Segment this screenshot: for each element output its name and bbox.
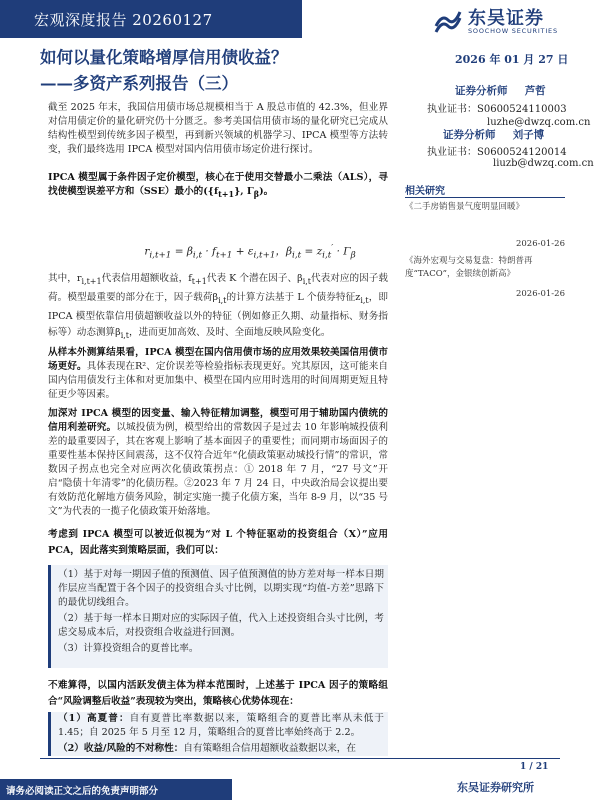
analyst-role: 证券分析师 (455, 85, 508, 97)
ipca-bold-text: IPCA 模型属于条件因子定价模型，核心在于使用交替最小二乘法（ALS），寻找使模型误差平方和（SSE）最小的($\{f_{t+1}\}$, $\Gamma_\beta$)。 (48, 172, 388, 199)
analyst-role: 证券分析师 (443, 129, 496, 141)
advantage-item: （2）收益/风险的不对称性：自有策略组合信用超额收益数据以来，在 (58, 743, 356, 754)
disclaimer-bar (0, 779, 232, 800)
report-date: 2026 年 01 月 27 日 (455, 53, 569, 66)
logo-text-en: SOOCHOW SECURITIES (468, 27, 558, 35)
analyst-name: 芦哲 (524, 85, 546, 97)
ipca-model-paragraph (48, 171, 388, 201)
chengtou-paragraph (48, 407, 388, 519)
steps-accent-bar (48, 565, 51, 668)
footer-divider (40, 758, 560, 759)
related-research-heading: 相关研究 (405, 186, 445, 197)
analyst-email[interactable]: liuzb@dwzq.com.cn (493, 158, 594, 169)
related-item[interactable]: 《二手房销售景气度明显回暖》 (405, 202, 525, 212)
results-bold: 不难算得，以国内活跃发债主体为样本范围时，上述基于 IPCA 因子的策略组合“风险调整后收益”表现较为突出，策略核心优势体现在： (48, 680, 388, 707)
pca-strategy-paragraph (48, 527, 388, 559)
logo-text-cn: 东吴证券 (468, 8, 544, 29)
strategy-step: （1）基于对每一期因子值的预测值、因子值预测值的协方差对每一样本日期作层应当配置于各个因子的投资组合头寸比例，以期实现“均值-方差”思路下的最优切线组合。 (58, 569, 384, 608)
related-item[interactable]: 《海外宏观与交易复盘：特朗普再度“TACO”，金银续创新高》 (405, 256, 533, 279)
strategy-step: （2）基于每一样本日期对应的实际因子值，代入上述投资组合头寸比例，考虑交易成本后，对投资组合收益进行回测。 (58, 613, 384, 638)
logo-icon (434, 6, 462, 34)
chengtou-text: 以城投债为例，模型给出的常数因子是过去 10 年影响城投债利差的最重要因子，其在客观上影响了基本面因子的重要性；而同期市场面因子的重要性基本保持区间震荡，这不仅符合近年“化债政策驱动城投行情”的常识，常数因子拐点也完全对应两次化债政策拐点：① 2018 年 7 月，“27 号文”开启“隐债十年清零”的化债历程。②2023 年 7 月 24 日，中央政治局会议提出要有效防范化解地方债务风险，制定实施一揽子化债方案，当年 8-9 月，以“35 号文”为代表的一揽子化债政策开始落地。 (48, 422, 389, 517)
related-item-date: 2026-01-26 (515, 289, 565, 299)
analyst-cert: 执业证书：S0600524120014 (427, 147, 567, 158)
report-category: 宏观深度报告 20260127 (34, 11, 213, 29)
divider (405, 197, 565, 198)
analyst-email[interactable]: luzhe@dwzq.com.cn (487, 117, 591, 128)
results-paragraph (48, 678, 388, 710)
model-explanation-paragraph: 其中，$r_{i,t+1}$代表信用超额收益，$f_{t+1}$代表 K 个潜在因子、$\beta_{i,t}$代表对应的因子载荷。模型最重要的部分在于，因子载荷$\beta_{i,t}$的计算方法基于 L 个债券特征$z_{i,t}$，即 IPCA 模型依靠信用债超额收益以外的特征（例如修正久期、动量指标、财务指标等）动态测算$\beta_{i,t}$，进而更加高效、及时、全面地反映风险变化。 (48, 273, 389, 340)
oos-paragraph (48, 346, 388, 402)
intro-paragraph: 截至 2025 年末，我国信用债市场总规模相当于 A 股总市值的 42.3%，但业界对信用债定价的量化研究仍十分匮乏。参考美国信用债市场的量化研究已完成从结构性模型到传统多因子模型，再到新兴领域的机器学习、IPCA 模型等方法转变，我们最终选用 IPCA 模型对国内信用债市场定价进行探讨。 (48, 102, 388, 155)
oos-bold: 从样本外测算结果看，IPCA 模型在国内信用债市场的应用效果较美国信用债市场更好。 (48, 347, 388, 372)
footer-organization: 东吴证券研究所 (457, 781, 534, 794)
analyst-2 (443, 127, 544, 142)
page-number: 1 / 21 (520, 762, 549, 772)
advantage-item: （1）高夏普：自有夏普比率数据以来，策略组合的夏普比率从未低于 1.45；自 2025 年 5 月至 12 月，策略组合的夏普比率始终高于 2.2。 (58, 713, 384, 738)
disclaimer-text[interactable]: 请务必阅读正文之后的免责声明部分 (6, 786, 159, 797)
oos-text: 具体表现在R²、定价误差等检验指标表现更好。究其原因，这可能来自国内信用债发行主体和对更加集中、模型在国内应用时选用的时间周期更短且特征更少等因素。 (48, 361, 388, 400)
company-logo (434, 2, 590, 40)
analyst-name: 刘子博 (512, 129, 545, 141)
report-title-line2: ——多资产系列报告（三） (40, 74, 238, 93)
analyst-cert: 执业证书：S0600524110003 (427, 104, 567, 115)
ipca-formula: $r_{i,t+1} = \beta_{i,t} \cdot f_{t+1} + \varepsilon_{i,t+1}$，$\beta_{i,t} = z_{i,t}' \cdot \Gamma_\beta$ (144, 243, 356, 261)
strategy-step: （3）计算投资组合的夏普比率。 (58, 643, 199, 654)
advantages-accent-bar (48, 712, 51, 756)
analyst-1 (455, 83, 546, 98)
chengtou-bold: 加深对 IPCA 模型的因变量、输入特征精加调整，模型可用于辅助国内债统的信用利差研究。 (48, 408, 388, 433)
report-category-bar (0, 0, 302, 38)
report-title-line1: 如何以量化策略增厚信用债收益？ (40, 48, 288, 67)
related-item-date: 2026-01-26 (515, 239, 565, 249)
pca-bold: 考虑到 IPCA 模型可以被近似视为“对 L 个特征驱动的投资组合（X）”应用 PCA，因此落实到策略层面，我们可以： (48, 529, 388, 556)
